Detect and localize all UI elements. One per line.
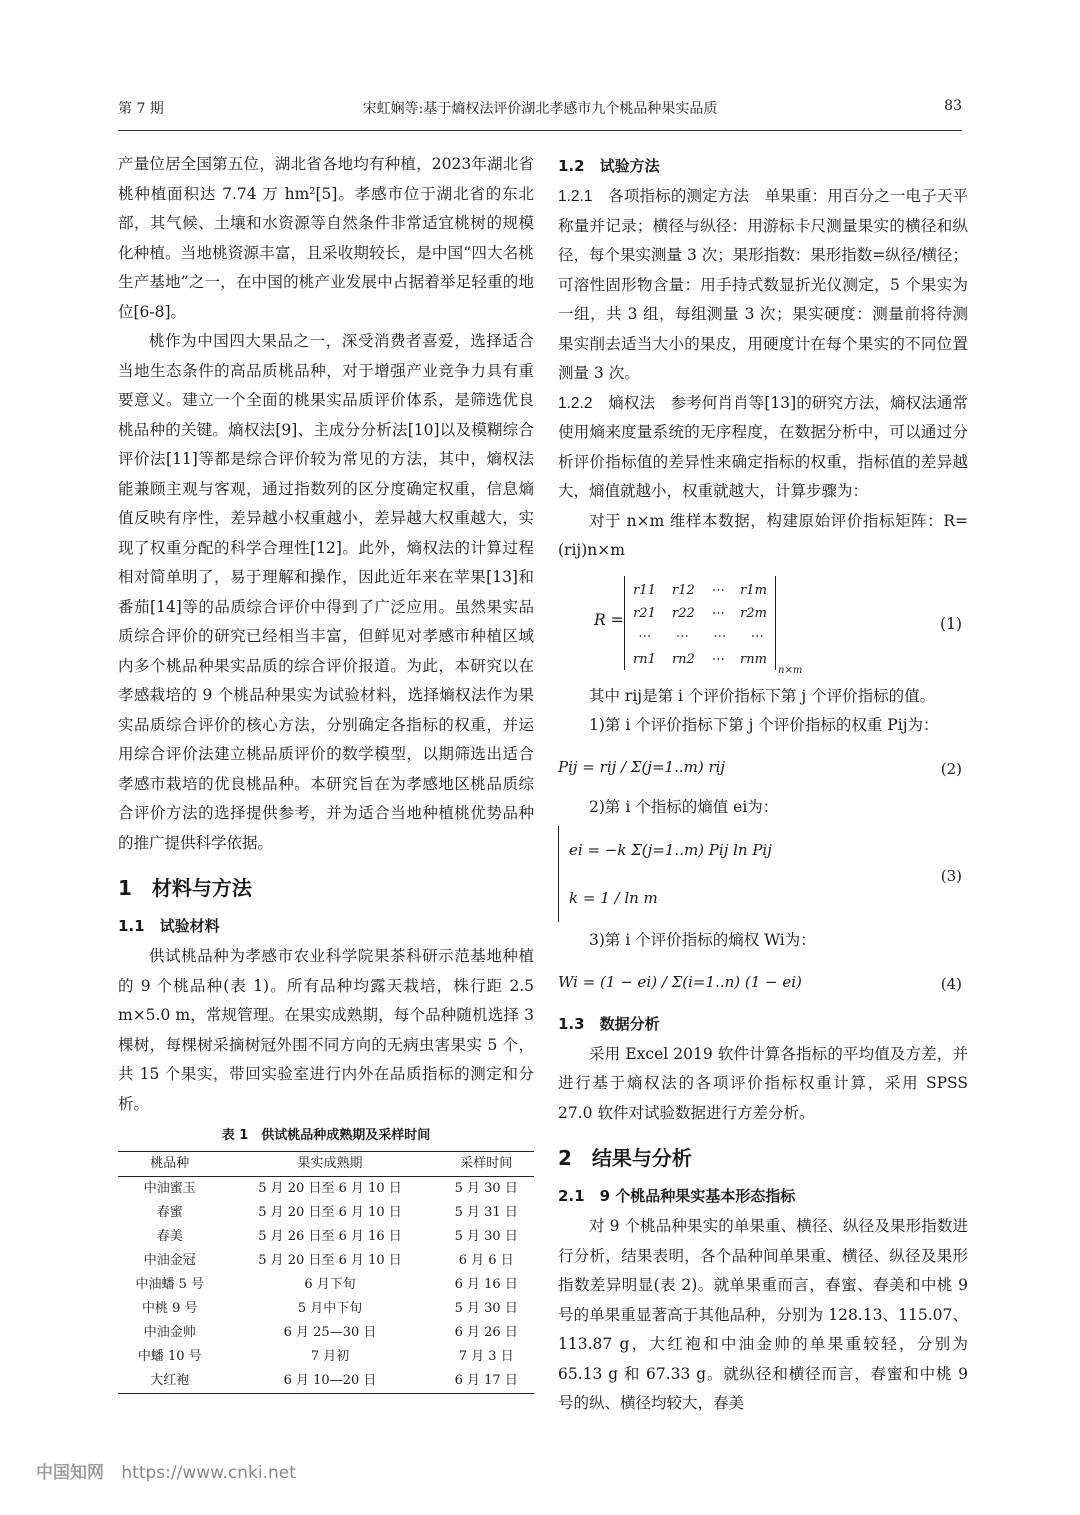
matrix-cell: ⋯ bbox=[674, 628, 688, 644]
equation-1-number: (1) bbox=[940, 614, 962, 633]
paragraph-results: 对 9 个桃品种果实的单果重、横径、纵径及果形指数进行分析，结果表明，各个品种间单果重、横径、纵径及果形指数差异明显(表 2)。就单果重而言，春蜜、春美和中桃 9 号的单果重显著高于其他品种，分别为 128.13、115.07、113.87 g，大红袍和中油金帅的单果重较轻，分别为 65.13 g 和 67.33 g。就纵径和横径而言，春蜜和中桃 9 号的纵、横径均较大，春美 bbox=[558, 1217, 968, 1412]
table-header-row bbox=[118, 1152, 534, 1177]
table-row bbox=[118, 1369, 534, 1394]
matrix-cell: ⋯ bbox=[712, 628, 726, 644]
matrix-row bbox=[625, 599, 775, 622]
cnki-logo: 中国知网 bbox=[36, 1463, 104, 1483]
matrix-cell: r11 bbox=[633, 582, 656, 598]
matrix-body bbox=[624, 576, 776, 670]
cell: 5 月 20 日至 6 月 10 日 bbox=[258, 1253, 402, 1268]
matrix-cell: rn1 bbox=[633, 651, 656, 667]
matrix-cell: ⋯ bbox=[710, 605, 724, 621]
running-title: 宋虹娴等:基于熵权法评价湖北孝感市九个桃品种果实品质 bbox=[362, 101, 718, 117]
matrix-row bbox=[625, 576, 775, 599]
matrix-row bbox=[625, 645, 775, 668]
cell: 中油金冠 bbox=[143, 1253, 196, 1268]
table-row bbox=[118, 1273, 534, 1297]
cell: 5 月 31 日 bbox=[454, 1205, 518, 1220]
left-column bbox=[118, 150, 534, 1394]
right-column bbox=[558, 150, 968, 1419]
cell: 7 月初 bbox=[310, 1349, 350, 1364]
issue-number: 第 7 期 bbox=[118, 101, 164, 117]
cell: 大红袍 bbox=[150, 1373, 190, 1388]
page-header bbox=[118, 98, 962, 124]
matrix-cell: r21 bbox=[633, 605, 656, 621]
cell: 5 月 30 日 bbox=[454, 1229, 518, 1244]
equation-2 bbox=[558, 741, 968, 793]
cell: 中油金帅 bbox=[143, 1325, 196, 1340]
paragraph-data-analysis: 采用 Excel 2019 软件计算各指标的平均值及方差，并进行基于熵权法的各项评价指标权重计算，采用 SPSS 27.0 软件对试验数据进行方差分析。 bbox=[558, 1044, 968, 1122]
section-heading-2: 2 结果与分析 bbox=[558, 1146, 692, 1170]
cell: 5 月 20 日至 6 月 10 日 bbox=[258, 1181, 402, 1196]
matrix-cell: r22 bbox=[672, 605, 695, 621]
matrix-cell: rnm bbox=[739, 651, 767, 667]
cell: 中油蜜玉 bbox=[143, 1181, 196, 1196]
section-heading-1-1: 1.1 试验材料 bbox=[118, 917, 220, 935]
equation-2-formula: Pij = rij / Σ(j=1..m) rij bbox=[558, 757, 726, 776]
cell: 6 月 26 日 bbox=[454, 1325, 518, 1340]
matrix-row bbox=[625, 622, 775, 645]
matrix-cell: ⋯ bbox=[637, 628, 651, 644]
col-header-maturity: 果实成熟期 bbox=[297, 1156, 363, 1171]
matrix-label: R = bbox=[594, 610, 624, 629]
cell: 5 月 30 日 bbox=[454, 1301, 518, 1316]
cell: 中油蟠 5 号 bbox=[135, 1277, 205, 1292]
table-row bbox=[118, 1177, 534, 1202]
cell: 中蟠 10 号 bbox=[137, 1349, 202, 1364]
cell: 中桃 9 号 bbox=[142, 1301, 198, 1316]
cell: 7 月 3 日 bbox=[458, 1349, 514, 1364]
watermark-footer bbox=[36, 1458, 296, 1483]
step-3-text: 3)第 i 个评价指标的熵权 Wi为： bbox=[589, 931, 816, 949]
equation-3-number: (3) bbox=[940, 867, 962, 885]
equation-3 bbox=[558, 826, 968, 922]
table-row bbox=[118, 1321, 534, 1345]
matrix-cell: r1m bbox=[740, 582, 767, 598]
cell: 5 月中下旬 bbox=[297, 1301, 363, 1316]
col-header-sampling: 采样时间 bbox=[460, 1156, 513, 1171]
cell: 6 月 16 日 bbox=[454, 1277, 518, 1292]
step-1-text: 1)第 i 个评价指标下第 j 个评价指标的权重 Pij为： bbox=[589, 716, 939, 734]
paragraph-methods: 单果重：用百分之一电子天平称量并记录；横径与纵径：用游标卡尺测量果实的横径和纵径，每个果实测量 3 次；果形指数：果形指数=纵径/横径；可溶性固形物含量：用手持式数显折光仪测定，5 个果实为一组，共 3 组，每组测量 3 次；果实硬度：测量前将待测果实削去适当大小的果皮，用硬度计在每个果实的不同位置测量 3 次。 bbox=[558, 187, 968, 382]
equation-4 bbox=[558, 956, 968, 1008]
equation-4-formula: Wi = (1 − ei) / Σ(i=1..n) (1 − ei) bbox=[558, 972, 802, 991]
col-header-variety: 桃品种 bbox=[150, 1156, 190, 1171]
table-row bbox=[118, 1297, 534, 1321]
matrix-cell: r12 bbox=[672, 582, 695, 598]
equation-3-entropy: ei = −k Σ(j=1..m) Pij ln Pij bbox=[569, 841, 772, 859]
matrix-subscript: n×m bbox=[778, 664, 803, 676]
matrix-cell: rn2 bbox=[671, 651, 695, 667]
cell: 6 月 17 日 bbox=[454, 1373, 518, 1388]
paragraph-intro-1: 产量位居全国第五位，湖北省各地均有种植，2023年湖北省桃种植面积达 7.74 万 hm²[5]。孝感市位于湖北省的东北部，其气候、土壤和水资源等自然条件非常适宜桃树的规模化种植。当地桃资源丰富，且采收期较长，是中国“四大名桃生产基地”之一，在中国的桃产业发展中占据着举足轻重的地位[6-8]。 bbox=[118, 155, 534, 321]
equation-3-k: k = 1 / ln m bbox=[569, 889, 658, 907]
section-heading-1-2: 1.2 试验方法 bbox=[558, 157, 660, 175]
section-heading-1-3: 1.3 数据分析 bbox=[558, 1014, 660, 1033]
table-row bbox=[118, 1201, 534, 1225]
cell: 5 月 30 日 bbox=[454, 1181, 518, 1196]
matrix-cell: r2m bbox=[740, 605, 767, 621]
equation-4-number: (4) bbox=[940, 974, 962, 993]
step-2-text: 2)第 i 个指标的熵值 ei为： bbox=[589, 797, 779, 816]
cell: 6 月下旬 bbox=[304, 1277, 356, 1292]
subsection-1-2-1: 1.2.1 各项指标的测定方法 bbox=[558, 188, 750, 205]
section-heading-1: 1 材料与方法 bbox=[118, 876, 252, 900]
page-number: 83 bbox=[944, 98, 962, 114]
cell: 6 月 6 日 bbox=[458, 1253, 514, 1268]
subsection-1-2-2: 1.2.2 熵权法 bbox=[558, 394, 656, 412]
table-row bbox=[118, 1225, 534, 1249]
equation-2-number: (2) bbox=[940, 759, 962, 778]
paragraph-materials: 供试桃品种为孝感市农业科学院果茶科研示范基地种植的 9 个桃品种(表 1)。所有品种均露天栽培，株行距 2.5 m×5.0 m，常规管理。在果实成熟期，每个品种随机选择 3 棵树，每棵树采摘树冠外围不同方向的无病虫害果实 5 个，共 15 个果实，带回实验室进行内外在品质指标的测定和分析。 bbox=[118, 947, 534, 1113]
matrix-intro: 对于 n×m 维样本数据，构建原始评价指标矩阵：R=(rij)n×m bbox=[558, 511, 968, 559]
table-1-caption: 表 1 供试桃品种成熟期及采样时间 bbox=[221, 1128, 431, 1143]
cell: 5 月 26 日至 6 月 16 日 bbox=[258, 1229, 402, 1244]
section-heading-2-1: 2.1 9 个桃品种果实基本形态指标 bbox=[558, 1187, 796, 1205]
matrix-explanation: 其中 rij是第 i 个评价指标下第 j 个评价指标的值。 bbox=[589, 686, 936, 705]
equation-1-matrix bbox=[558, 570, 968, 678]
matrix-cell: ⋯ bbox=[749, 628, 763, 644]
cell: 春蜜 bbox=[156, 1205, 183, 1220]
matrix-cell: ⋯ bbox=[710, 651, 724, 667]
table-row bbox=[118, 1345, 534, 1369]
cell: 6 月 25—30 日 bbox=[283, 1325, 377, 1340]
paragraph-entropy: 参考何肖肖等[13]的研究方法，熵权法通常使用熵来度量系统的无序程度，在数据分析中，可以通过分析评价指标值的差异性来确定指标的权重，指标值的差异越大，熵值就越小，权重就越大，计算步骤为： bbox=[558, 393, 968, 500]
paragraph-intro-2: 桃作为中国四大果品之一，深受消费者喜爱，选择适合当地生态条件的高品质桃品种，对于增强产业竞争力具有重要意义。建立一个全面的桃果实品质评价体系，是筛选优良桃品种的关键。熵权法[9]、主成分分析法[10]以及模糊综合评价法[11]等都是综合评价较为常见的方法，其中，熵权法能兼顾主观与客观，通过指数列的区分度确定权重，信息熵值反映有序性，差异越小权重越小，差异越大权重越大，实现了权重分配的科学合理性[12]。此外，熵权法的计算过程相对简单明了，易于理解和操作，因此近年来在苹果[13]和番茄[14]等的品质综合评价中得到了广泛应用。虽然果实品质综合评价的研究已经相当丰富，但鲜见对孝感市种植区域内多个桃品种果实品质的综合评价报道。为此，本研究以在孝感栽培的 9 个桃品种果实为试验材料，选择熵权法作为果实品质综合评价的核心方法，分别确定各指标的权重，并运用综合评价法建立桃品质评价的数学模型，以期筛选出适合孝感市栽培的优良桃品种。本研究旨在为孝感地区桃品质综合评价方法的选择提供参考，并为适合当地种植桃优势品种的推广提供科学依据。 bbox=[118, 332, 534, 852]
header-rule bbox=[118, 130, 962, 131]
cell: 5 月 20 日至 6 月 10 日 bbox=[258, 1205, 402, 1220]
cell: 春美 bbox=[156, 1229, 183, 1244]
table-1 bbox=[118, 1151, 534, 1394]
table-row bbox=[118, 1249, 534, 1273]
matrix-cell: ⋯ bbox=[710, 582, 724, 598]
cnki-url: https://www.cnki.net bbox=[121, 1463, 296, 1483]
cell: 6 月 10—20 日 bbox=[283, 1373, 377, 1388]
